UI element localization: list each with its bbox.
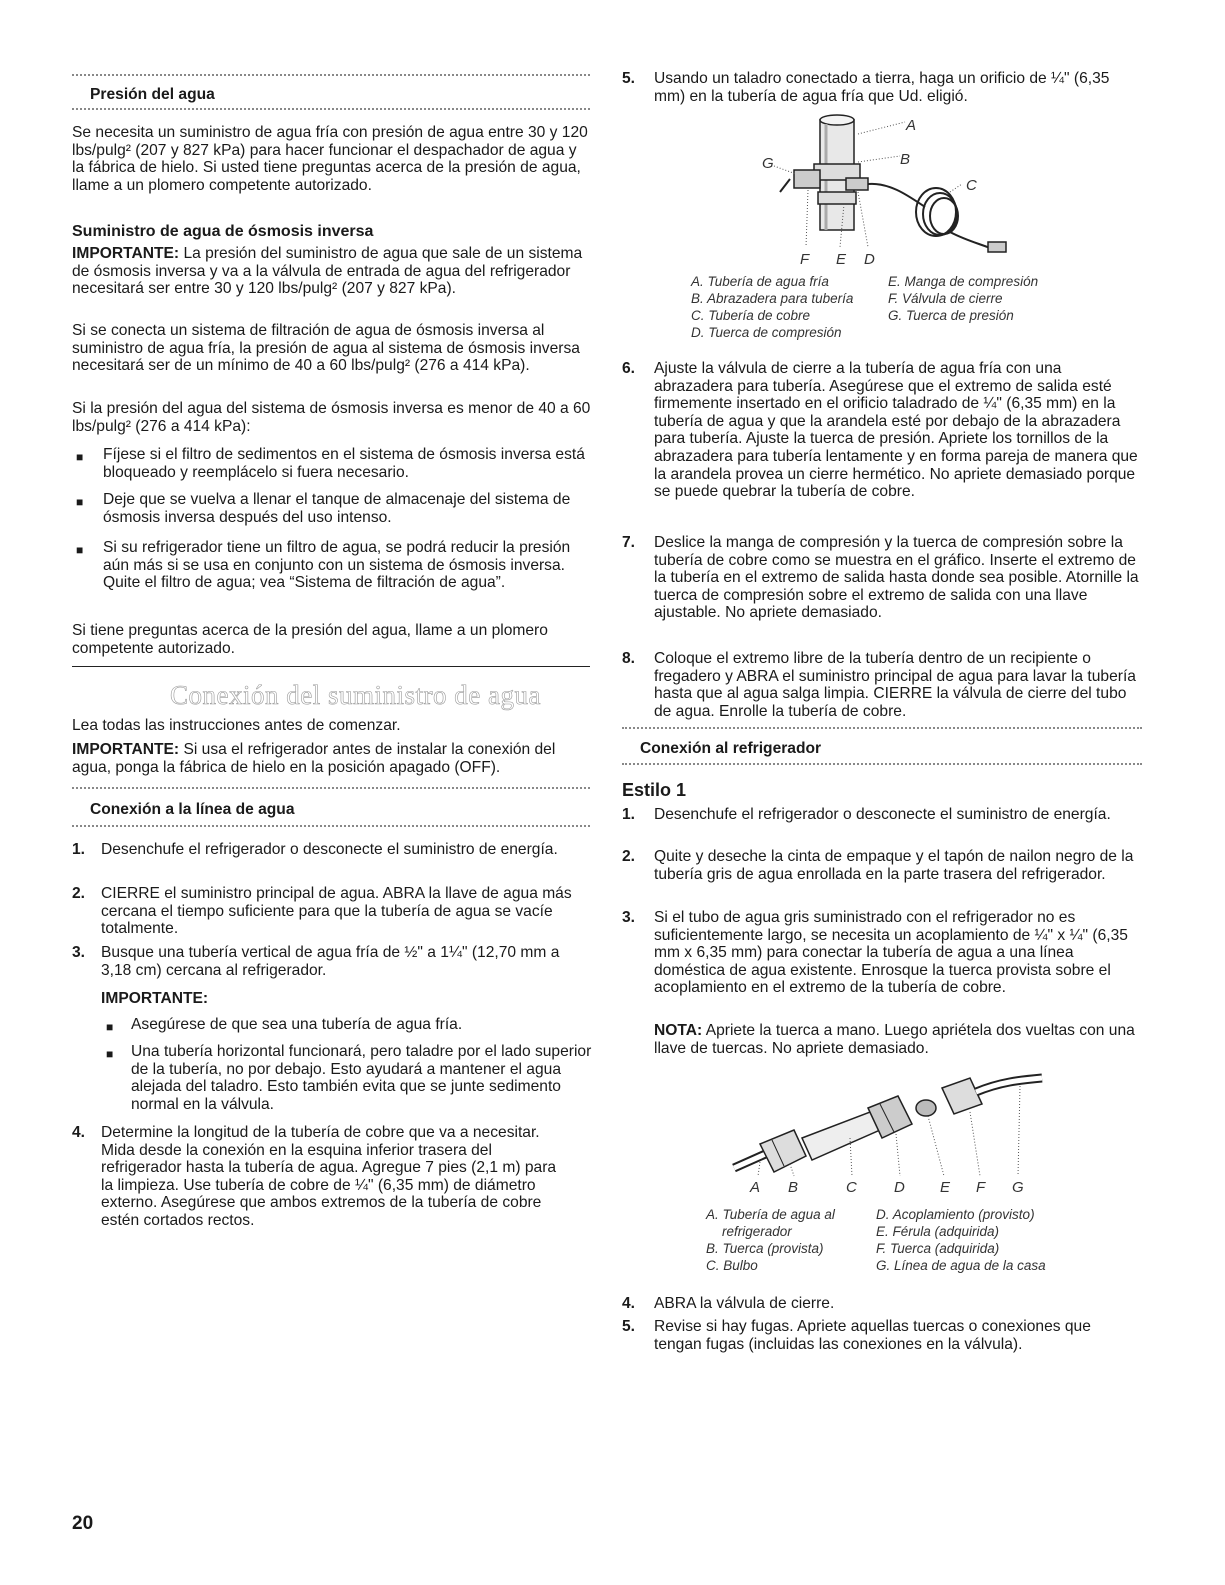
estilo-step: Quite y deseche la cinta de empaque y el tapón de nailon negro de la tubería gris de agua enrollada en la parte trasera del refrigerador. — [654, 848, 1134, 883]
step3-important-label: IMPORTANTE: — [101, 990, 209, 1007]
header-dotted-rule — [72, 108, 590, 112]
fig1-caption: F. Válvula de cierre — [888, 291, 1003, 306]
step-number: 2. — [622, 848, 636, 865]
fitting-illustration — [730, 1068, 1060, 1198]
fig2-letter: G — [1012, 1179, 1024, 1196]
fig1-letter: G — [762, 155, 774, 172]
later-step: Deslice la manga de compresión y la tuerca de compresión sobre la tubería de cobre como se muestra en el gráfico. Inserte el extremo de la tubería en el extremo de salida hasta donde sea posible. Atornille la tuerca de compresión sobre el extremo de salida con una llave ajustable. No apriete demasiado. — [654, 534, 1139, 622]
step-number: 4. — [622, 1295, 636, 1312]
later-step: Ajuste la válvula de cierre a la tubería de agua fría con una abrazadera para tubería. Asegúrese que el extremo de salida esté firmemente insertado en el orificio taladrado de ¼" (6,35 mm) en la tubería de agua y que la arandela esté por debajo de la abrazadera para tubería. Ajuste la tuerca de presión. Apriete los tornillos de la abrazadera para tubería lentamente y en forma pareja de manera que la arandela provea un cierre hermético. No apriete demasiado porque se puede quebrar la tubería de cobre. — [654, 360, 1138, 501]
header-dotted-rule — [72, 825, 590, 829]
step-number: 1. — [622, 806, 636, 823]
important-text: La presión del suministro de agua que sale de un sistema de ósmosis inversa y va a la válvula de entrada de agua del refrigerador necesitará ser entre 30 y 120 lbs/pulg² (207 y 827 kPa). — [72, 245, 583, 298]
nota-paragraph — [654, 1022, 1142, 1057]
fig2-captions-right — [876, 1206, 1046, 1274]
osmosis-paragraph-2: Si se conecta un sistema de filtración de agua de ósmosis inversa al suministro de agua fría, la presión de agua al sistema de ósmosis inversa necesitará ser de un mínimo de 40 a 60 lbs/pulg² (276 a 414 kPa). — [72, 322, 580, 375]
fig2-letter: F — [976, 1179, 986, 1196]
fig1-caption: E. Manga de compresión — [888, 274, 1039, 289]
fig1-caption: C. Tubería de cobre — [691, 308, 811, 323]
step-number: 8. — [622, 650, 636, 667]
osmosis-bullet: Deje que se vuelva a llenar el tanque de almacenaje del sistema de ósmosis inversa después del uso intenso. — [103, 491, 571, 526]
step3-bullet: Asegúrese de que sea una tubería de agua fría. — [131, 1016, 463, 1033]
bullet-icon: ■ — [76, 450, 84, 464]
fig2-letter: E — [940, 1179, 951, 1196]
osmosis-important-paragraph — [72, 245, 592, 298]
fig1-letter: B — [900, 151, 911, 168]
fig2-caption: B. Tuerca (provista) — [706, 1241, 824, 1256]
conexion-title: Conexión del suministro de agua — [170, 680, 541, 710]
linea-step: Busque una tubería vertical de agua fría de ½" a 1¼" (12,70 mm a 3,18 cm) cercana al refrigerador. — [101, 944, 560, 979]
final-step: Revise si hay fugas. Apriete aquellas tuercas o conexiones que tengan fugas (incluidas las conexiones en la válvula). — [654, 1318, 1091, 1353]
step-number: 2. — [72, 885, 86, 902]
fig2-caption: D. Acoplamiento (provisto) — [876, 1207, 1035, 1222]
fig1-captions-left — [691, 273, 853, 341]
fig2-letter: B — [788, 1179, 799, 1196]
step-number: 5. — [622, 1318, 636, 1335]
bullet-icon: ■ — [106, 1047, 114, 1061]
fig2-caption: F. Tuerca (adquirida) — [876, 1241, 1000, 1256]
important-label: IMPORTANTE: — [72, 741, 180, 758]
important-text: Si usa el refrigerador antes de instalar la conexión del agua, ponga la fábrica de hielo en la posición apagado (OFF). — [72, 741, 556, 776]
header-dotted-rule — [622, 763, 1142, 767]
nota-label: NOTA: — [654, 1022, 703, 1039]
read-all-instructions: Lea todas las instrucciones antes de comenzar. — [72, 717, 401, 734]
step-number: 3. — [72, 944, 86, 961]
section-heading-linea: Conexión a la línea de agua — [90, 801, 295, 818]
fig1-letter: A — [906, 117, 917, 134]
conexion-important-paragraph — [72, 741, 592, 776]
final-step: ABRA la válvula de cierre. — [654, 1295, 835, 1312]
linea-step: CIERRE el suministro principal de agua. ABRA la llave de agua más cercana el tiempo suficiente para que la tubería de agua se vacíe totalmente. — [101, 885, 572, 938]
estilo-step: Si el tubo de agua gris suministrado con el refrigerador no es suficientemente largo, se necesita un acoplamiento de ¼" x ¼" (6,35 mm x 6,35 mm) para conectar la tubería de agua a una línea doméstica de agua existente. Enrosque la tuerca provista sobre el acoplamiento en el extremo de la tubería de cobre. — [654, 909, 1128, 997]
estilo-step: Desenchufe el refrigerador o desconecte el suministro de energía. — [654, 806, 1111, 823]
step-number: 1. — [72, 841, 86, 858]
section-heading-refrigerador: Conexión al refrigerador — [640, 740, 822, 757]
section-rule — [72, 666, 590, 667]
fig2-letter: C — [846, 1179, 857, 1196]
osmosis-bullet: Si su refrigerador tiene un filtro de agua, se podrá reducir la presión aún más si se usa en conjunto con un sistema de ósmosis inversa. Quite el filtro de agua; vea “Sistema de filtración de agua”. — [103, 539, 571, 592]
later-step: Coloque el extremo libre de la tubería dentro de un recipiente o fregadero y ABRA el suministro principal de agua para lavar la tubería hasta que al agua salga limpia. CIERRE la válvula de cierre del tubo de agua. Enrolle la tubería de cobre. — [654, 650, 1136, 720]
valve-illustration — [740, 112, 1060, 272]
fig1-caption: G. Tuerca de presión — [888, 308, 1014, 323]
osmosis-paragraph-4: Si tiene preguntas acerca de la presión del agua, llame a un plomero competente autorizado. — [72, 622, 548, 657]
fig1-letter: F — [800, 251, 810, 268]
fig2-caption: A. Tubería de agua al — [706, 1207, 835, 1222]
estilo-heading: Estilo 1 — [622, 780, 687, 800]
osmosis-bullet: Fíjese si el filtro de sedimentos en el sistema de ósmosis inversa está bloqueado y reemplácelo si fuera necesario. — [103, 446, 585, 481]
fig1-caption: A. Tubería de agua fría — [691, 274, 829, 289]
fig1-letter: D — [864, 251, 875, 268]
header-dotted-rule — [622, 727, 1142, 731]
step3-bullet: Una tubería horizontal funcionará, pero taladre por el lado superior de la tubería, no por debajo. Esto ayudará a mantener el agua alejada del taladro. Esto también evita que se junte sedimento normal en la válvula. — [131, 1043, 592, 1113]
nota-text: Apriete la tuerca a mano. Luego apriétela dos vueltas con una llave de tuercas. No apriete demasiado. — [654, 1022, 1135, 1057]
step-5-text: Usando un taladro conectado a tierra, haga un orificio de ¼" (6,35 mm) en la tubería de agua fría que Ud. eligió. — [654, 70, 1110, 105]
fig2-letter: D — [894, 1179, 905, 1196]
presion-paragraph: Se necesita un suministro de agua fría con presión de agua entre 30 y 120 lbs/pulg² (207 y 827 kPa) para hacer funcionar el despachador de agua y la fábrica de hielo. Si usted tiene preguntas acerca de la presión de agua, llame a un plomero competente autorizado. — [72, 124, 588, 194]
fig1-caption: B. Abrazadera para tubería — [691, 291, 854, 306]
fig2-caption: E. Férula (adquirida) — [876, 1224, 1000, 1239]
step-number: 4. — [72, 1124, 86, 1141]
step-number: 5. — [622, 70, 636, 87]
step-number: 6. — [622, 360, 636, 377]
fig2-caption: C. Bulbo — [706, 1258, 758, 1273]
section-heading-presion: Presión del agua — [90, 86, 215, 103]
fig2-captions-left — [706, 1206, 835, 1274]
linea-step: Desenchufe el refrigerador o desconecte el suministro de energía. — [101, 841, 558, 858]
header-dotted-rule — [72, 787, 590, 791]
bullet-icon: ■ — [106, 1020, 114, 1034]
important-label: IMPORTANTE: — [72, 245, 180, 262]
bullet-icon: ■ — [76, 495, 84, 509]
fig2-caption: refrigerador — [722, 1224, 792, 1239]
fig1-letter: C — [966, 177, 977, 194]
fig2-caption: G. Línea de agua de la casa — [876, 1258, 1046, 1273]
fig1-captions-right — [888, 273, 1038, 324]
fig1-caption: D. Tuerca de compresión — [691, 325, 842, 340]
step-number: 3. — [622, 909, 636, 926]
page-number: 20 — [72, 1513, 94, 1534]
osmosis-heading: Suministro de agua de ósmosis inversa — [72, 223, 374, 240]
bullet-icon: ■ — [76, 543, 84, 557]
header-dotted-rule — [72, 74, 590, 78]
linea-step: Determine la longitud de la tubería de cobre que va a necesitar. Mida desde la conexión en la esquina inferior trasera del refrigerador hasta la tubería de agua. Agregue 7 pies (2,1 m) para la limpieza. Use tubería de cobre de ¼" (6,35 mm) de diámetro externo. Asegúrese que ambos extremos de la tubería de cobre estén cortados rectos. — [101, 1124, 557, 1229]
step-number: 7. — [622, 534, 636, 551]
fig1-letter: E — [836, 251, 847, 268]
osmosis-paragraph-3: Si la presión del agua del sistema de ósmosis inversa es menor de 40 a 60 lbs/pulg² (276 a 414 kPa): — [72, 400, 591, 435]
fig2-letter: A — [750, 1179, 761, 1196]
